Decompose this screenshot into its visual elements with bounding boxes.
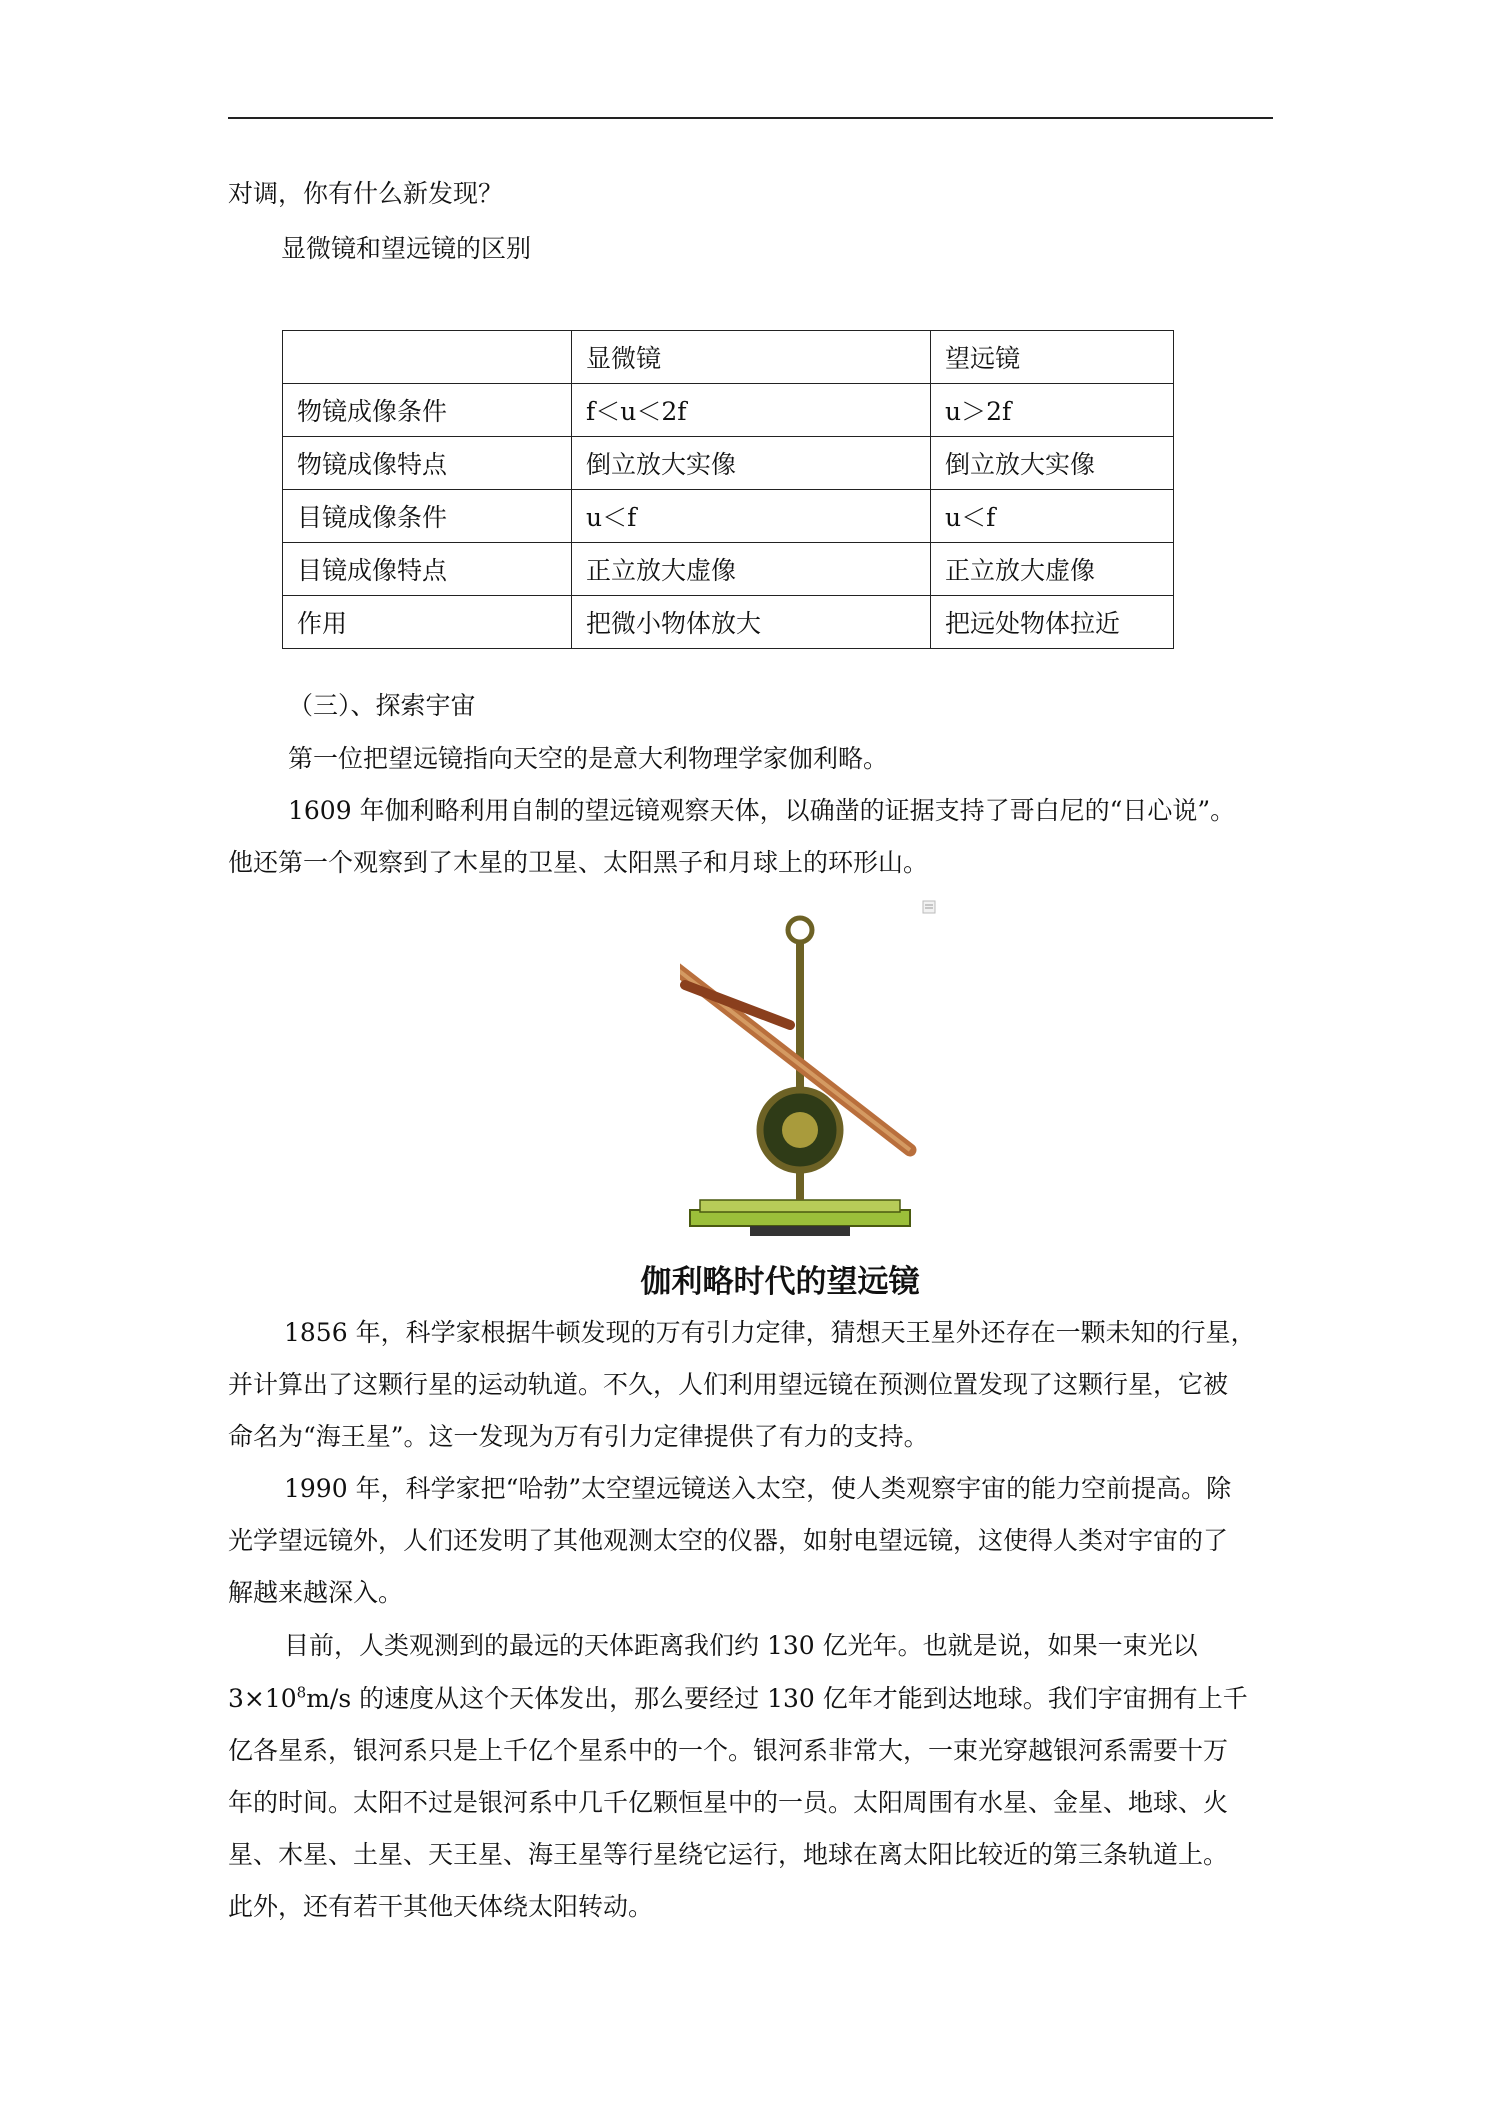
- text-line: 年的时间。太阳不过是银河系中几千亿颗恒星中的一员。太阳周围有水星、金星、地球、火: [228, 1788, 1229, 1817]
- text-line: 解越来越深入。: [228, 1578, 404, 1607]
- table-cell: u＞2f: [931, 384, 1174, 437]
- table-cell: 倒立放大实像: [572, 437, 931, 490]
- table-cell: [283, 331, 572, 384]
- text-line: 显微镜和望远镜的区别: [281, 234, 532, 263]
- text-line: 光学望远镜外，人们还发明了其他观测太空的仪器，如射电望远镜，这使得人类对宇宙的了: [228, 1526, 1229, 1555]
- text-line: 亿各星系，银河系只是上千亿个星系中的一个。银河系非常大，一束光穿越银河系需要十万: [228, 1736, 1229, 1765]
- text-fragment: m/s 的速度从这个天体发出，那么要经过 130 亿年才能到达地球。我们宇宙拥有上千: [306, 1684, 1248, 1713]
- comparison-table: [282, 330, 1174, 649]
- table-cell: u＜f: [931, 490, 1174, 543]
- figure-caption: 伽利略时代的望远镜: [640, 1264, 920, 1300]
- table-cell: 正立放大虚像: [572, 543, 931, 596]
- table-cell: 把微小物体放大: [572, 596, 931, 649]
- header-rule: [228, 117, 1273, 119]
- text-line: 命名为“海王星”。这一发现为万有引力定律提供了有力的支持。: [228, 1422, 929, 1451]
- table-cell: 望远镜: [931, 331, 1174, 384]
- text-line: 并计算出了这颗行星的运动轨道。不久，人们利用望远镜在预测位置发现了这颗行星，它被: [228, 1370, 1229, 1399]
- text-line: 目前，人类观测到的最远的天体距离我们约 130 亿光年。也就是说，如果一束光以: [284, 1631, 1198, 1660]
- table-cell: 目镜成像条件: [283, 490, 572, 543]
- table-cell: f＜u＜2f: [572, 384, 931, 437]
- table-cell: 作用: [283, 596, 572, 649]
- table-cell: 物镜成像条件: [283, 384, 572, 437]
- section-heading: （三）、探索宇宙: [288, 691, 476, 720]
- table-row: [283, 437, 1174, 490]
- table-row: [283, 543, 1174, 596]
- table-cell: u＜f: [572, 490, 931, 543]
- text-line: 1856 年，科学家根据牛顿发现的万有引力定律，猜想天王星外还存在一颗未知的行星，: [284, 1318, 1256, 1347]
- text-line: [228, 1684, 1248, 1714]
- table-cell: 正立放大虚像: [931, 543, 1174, 596]
- table-row: [283, 384, 1174, 437]
- text-line: 此外，还有若干其他天体绕太阳转动。: [228, 1892, 654, 1921]
- text-line: 1609 年伽利略利用自制的望远镜观察天体，以确凿的证据支持了哥白尼的“日心说”。: [288, 796, 1236, 825]
- text-line: 星、木星、土星、天王星、海王星等行星绕它运行，地球在离太阳比较近的第三条轨道上。: [228, 1840, 1229, 1869]
- table-cell: 倒立放大实像: [931, 437, 1174, 490]
- table-cell: 物镜成像特点: [283, 437, 572, 490]
- text-line: 他还第一个观察到了木星的卫星、太阳黑子和月球上的环形山。: [228, 848, 929, 877]
- table-row: [283, 596, 1174, 649]
- table-header-row: [283, 331, 1174, 384]
- table-cell: 把远处物体拉近: [931, 596, 1174, 649]
- table-cell: 显微镜: [572, 331, 931, 384]
- text-line: 第一位把望远镜指向天空的是意大利物理学家伽利略。: [288, 744, 889, 773]
- text-line: 1990 年，科学家把“哈勃”太空望远镜送入太空，使人类观察宇宙的能力空前提高。除: [284, 1474, 1232, 1503]
- table-cell: 目镜成像特点: [283, 543, 572, 596]
- galileo-telescope-image: [680, 900, 930, 1250]
- table-row: [283, 490, 1174, 543]
- superscript: 8: [296, 1683, 307, 1702]
- text-line: 对调，你有什么新发现？: [228, 179, 504, 208]
- text-fragment: 3×10: [228, 1684, 297, 1713]
